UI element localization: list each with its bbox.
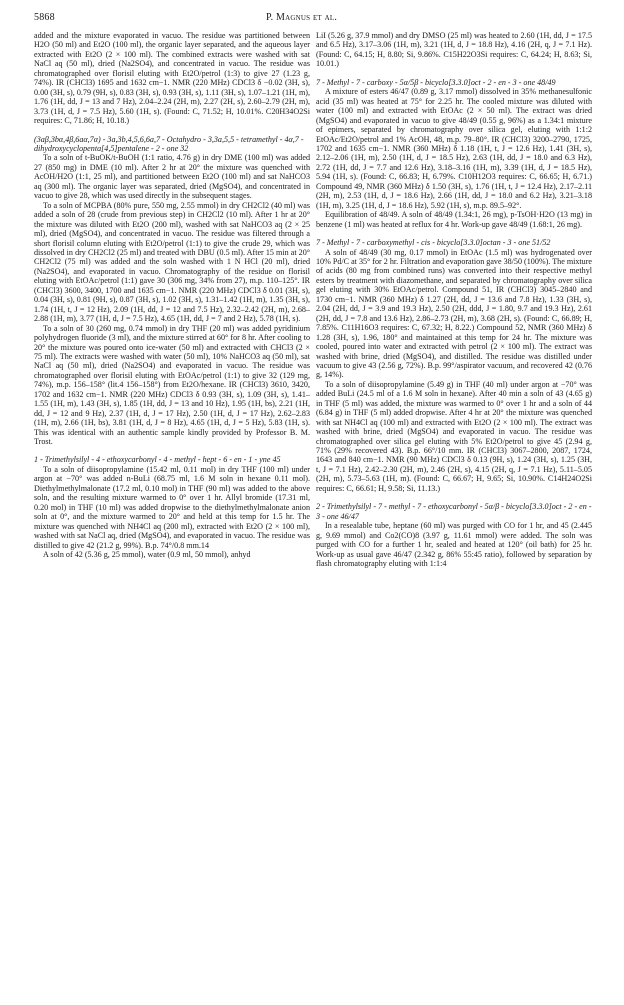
running-header (34, 12, 590, 26)
continued-paragraph: LiI (5.26 g, 37.9 mmol) and dry DMSO (25 ml) was heated to 2.60 (1H, dd, J = 17.5 and 6.5 Hz), 3.17–3.06 (1H, m), 3.21 (1H, d, J = 18.8 Hz), 4.16 (2H, q, J = 7.1 Hz). (Found: C, 64.15; H, 8.80; Si, 9.86%. C15H22O3Si requires: C, 64.24; H, 8.63; Si, 10.01.) (316, 31, 592, 69)
procedure-paragraph: A soln of 48/49 (30 mg, 0.17 mmol) in EtOAc (1.5 ml) was hydrogenated over 10% Pd/C at 35° for 2 hr. Filtration and evaporation gave 38/50 (100%). The mixture of acids (80 mg from combined runs) was converted into their respective methyl esters by treatment with diazomethane, and separated by chromatography over silica gel eluting with 30% EtOAc/petrol. Compound 51, IR (CHCl3) 3045–2840 and 1730 cm−1. NMR (360 MHz) δ 1.27 (2H, dd, J = 13.6 and 7.8 Hz), 1.33 (3H, s), 2.04 (2H, dd, J = 3.9 and 19.3 Hz), 2.50 (2H, ddd, J = 1.80, 9.7 and 19.3 Hz), 2.61 (2H, dd, J = 7.8 and 13.6 Hz), 2.86–2.73 (2H, m), 3.68 (2H, s). (Found: C, 66.89; H, 7.85%. C11H16O3 requires: C, 67.32; H, 8.22.) Compound 52, NMR (360 MHz) δ 1.28 (3H, s), 1.96, 180° and maintained at this temp for 24 hr. The mixture was cooled, poured into water and extracted with petrol (2 × 100 ml). The extract was washed with brine, dried (MgSO4), and distilled. The residue was distilled under vacuum to give 43 (2.56 g, 72%). B.p. 99°/aspirator vacuum, and recovered 42 (0.76 g, 14%). (316, 247, 592, 380)
procedure-paragraph: In a resealable tube, heptane (60 ml) was purged with CO for 1 hr, and 45 (2.445 g, 9.69 mmol) and Co2(CO)8 (3.97 g, 11.61 mmol) were added. The soln was purged with CO for a further 1 hr, sealed and heated at 120° (oil bath) for 25 hr. Work-up as usual gave 46/47 (2.342 g, 86% 55:45 ratio), followed by separation by flash chromatography eluting with 1:1:4 (316, 521, 592, 569)
section-gap (316, 229, 592, 238)
procedure-paragraph: To a soln of 30 (260 mg, 0.74 mmol) in dry THF (20 ml) was added pyridinium polyhydrogen fluoride (3 ml), and the mixture stirred at 60° for 8 hr. After cooling to 20° the mixture was poured onto ice-water (50 ml) and extracted with CHCl3 (2 × 75 ml). The extracts were washed with water (50 ml), 10% NaHCO3 aq (50 ml), sat NaCl aq (50 ml), dried (Na2SO4) and evaporated in vacuo. The residue was chromatographed over florisil eluting with EtOAc/petrol (1:1) to give 32 (129 mg, 74%), m.p. 156–158° (lit.4 156–158°) from Et2O/hexane. IR (CHCl3) 3610, 3420, 1702 and 1632 cm−1. NMR (220 MHz) CDCl3 δ 0.93 (3H, s), 1.09 (3H, s), 1.41–1.55 (1H, m), 1.43 (3H, s), 1.85 (1H, dd, J = 13 and 10 Hz), 1.95 (1H, bs), 2.21 (1H, dd, J = 12 and 9 Hz), 2.37 (1H, d, J = 17 Hz), 2.50 (1H, d, J = 17 Hz), 2.62–2.83 (1H, m), 2.66 (1H, bs), 3.81 (1H, d, J = 8 Hz), 4.65 (1H, d, J = 5 Hz), 5.83 (1H, s). This was identical with an authentic sample kindly provided by Professor B. M. Trost. (34, 323, 310, 447)
procedure-paragraph: To a soln of diisopropylamine (15.42 ml, 0.11 mol) in dry THF (100 ml) under argon at −70° was added n-BuLi (68.75 ml, 1.6 M soln in hexane 0.11 mol). Diethylmethylmalonate (17.2 ml, 0.10 mol) in THF (90 ml) was added to the above soln, and the resulting mixture warmed to 0° over 1 hr. Allyl bromide (17.31 ml, 0.20 mol) in THF (10 ml) was added dropwise to the diethylmethylmalonate anion soln at 0°, and the mixture warmed to 20° and held at this temp for 1.5 hr. The mixture was quenched with NH4Cl aq (200 ml), extracted with Et2O (2 × 100 ml), washed with sat NaCl aq, dried (MgSO4), and evaporated in vacuo. The residue was distilled to give 42 (21.2 g, 99%). B.p. 74°/0.8 mm.14 (34, 464, 310, 550)
section-gap (34, 446, 310, 455)
compound-heading: 2 - Trimethylsilyl - 7 - methyl - 7 - ethoxycarbonyl - 5α/β - bicyclo[3.3.0]oct - 2 - en - 3 - one 46/47 (316, 502, 592, 521)
page-number: 5868 (34, 12, 55, 23)
procedure-paragraph: Equilibration of 48/49. A soln of 48/49 (1.34:1, 26 mg), p-TsOH·H2O (13 mg) in benzene (1 ml) was heated at reflux for 4 hr. Work-up gave 48/49 (1.68:1, 26 mg). (316, 210, 592, 229)
section-gap (316, 69, 592, 78)
right-column (316, 31, 592, 993)
section-gap (34, 126, 310, 135)
running-authors: P. Magnus et al. (266, 12, 338, 23)
compound-heading: 7 - Methyl - 7 - carboxy - 5α/5β - bicyclo[3.3.0]oct - 2 - en - 3 - one 48/49 (316, 77, 556, 87)
procedure-paragraph: A mixture of esters 46/47 (0.89 g, 3.17 mmol) dissolved in 35% methanesulfonic acid (35 ml) was heated at 75° for 2.25 hr. The cooled mixture was diluted with water (100 ml) and extracted with EtOAc (2 × 50 ml). The extract was dried (MgSO4) and evaporated in vacuo to give 48/49 (0.55 g, 96%) as a 1.34:1 mixture of epimers, separated by chromatography over silica gel, eluting with 1:1:2 EtOAc/Et2O/petrol and 1% AcOH, 48, m.p. 79–80°. IR (CHCl3) 3200–2790, 1725, 1702 and 1635 cm−1. NMR (360 MHz) δ 1.18 (1H, t, J = 12.6 Hz), 1.41 (3H, s), 2.12–2.06 (1H, m), 2.50 (1H, d, J = 18.5 Hz), 2.63 (1H, dd, J = 18.0 and 6.3 Hz), 2.72 (1H, dd, J = 7.7 and 12.6 Hz), 3.18–3.16 (1H, m), 3.39 (1H, d, J = 18.5 Hz), 5.94 (1H, s). (Found: C, 66.83; H, 6.79%. C10H12O3 requires: C, 66.65; H, 6.71.) Compound 49, NMR (360 MHz) δ 1.50 (3H, s), 1.76 (1H, t, J = 12.4 Hz), 2.17–2.11 (2H, m), 2.53 (1H, d, J = 18.6 Hz), 2.66 (1H, dd, J = 18.0 and 6.2 Hz), 3.21–3.18 (1H, m), 3.25 (1H, d, J = 18.6 Hz), 5.92 (1H, s), m.p. 89.5–92°. (316, 87, 592, 210)
continued-paragraph: added and the mixture evaporated in vacuo. The residue was partitioned between H2O (50 ml) and Et2O (100 ml), the organic layer separated, and the aqueous layer extracted with Et2O (2 × 100 ml). The combined extracts were washed with sat NaCl aq (50 ml), dried (Na2SO4), and concentrated in vacuo. The residue was chromatographed over florisil eluting with Et2O/petrol (1:3) to give 27 (1.23 g, 74%). IR (CHCl3) 1695 and 1632 cm−1. NMR (220 MHz) CDCl3 δ −0.02 (3H, s), 0.00 (3H, s), 0.79 (9H, s), 0.83 (3H, s), 0.93 (3H, s), 1.11 (3H, s), 1.07–1.21 (1H, m), 1.76 (1H, dd, J = 13 and 7 Hz), 2.04–2.24 (2H, m), 2.27 (2H, s), 2.60–2.79 (2H, m), 3.73 (1H, d, J = 7.5 Hz), 5.60 (1H, s). (Found: C, 71.52; H, 10.01%. C20H34O2Si requires: C, 71.86; H, 10.18.) (34, 31, 310, 126)
procedure-paragraph: A soln of 42 (5.36 g, 25 mmol), water (0.9 ml, 50 mmol), anhyd (43, 550, 251, 560)
procedure-paragraph: To a soln of MCPBA (80% pure, 550 mg, 2.55 mmol) in dry CH2Cl2 (40 ml) was added a soln of 28 (crude from previous step) in CH2Cl2 (10 ml). After 1 hr at 20° the mixture was diluted with Et2O (200 ml), washed with sat NaHCO3 aq (2 × 25 ml), dried (MgSO4), and concentrated in vacuo. The residue was filtered through a short florisil column eluting with Et2O/petrol (1:1) to give the crude 29, which was dissolved in dry CH2Cl2 (25 ml) and treated with DBU (0.5 ml). After 15 min at 20° CH2Cl2 (75 ml) was added and the soln washed with 1 N HCl (20 ml), dried (Na2SO4), and evaporated in vacuo. Chromatography of the residue on florisil eluting with EtOAc/petrol (1:1) gave 30 (306 mg, 34% from 27), m.p. 110–125°. IR (CHCl3) 3600, 3400, 1700 and 1635 cm−1. NMR (220 MHz) CDCl3 δ 0.01 (3H, s), 0.04 (3H, s), 0.81 (9H, s), 0.87 (3H, s), 1.02 (3H, s), 1.31–1.42 (1H, m), 1.35 (3H, s), 1.74 (1H, t, J = 12 Hz), 2.09 (1H, dd, J = 12 and 7.5 Hz), 2.32–2.42 (2H, m), 2.68–2.88 (1H, m), 3.77 (1H, d, J = 7.5 Hz), 4.65 (1H, dd, J = 7 and 2 Hz), 5.78 (1H, s). (34, 200, 310, 324)
procedure-paragraph: To a soln of t-BuOK/t-BuOH (1:1 ratio, 4.76 g) in dry DME (100 ml) was added 27 (850 mg) in DME (10 ml). After 2 hr at 20° the mixture was quenched with AcOH/H2O (1:1, 25 ml), and partitioned between Et2O (100 ml) and sat NaHCO3 aq (300 ml). The organic layer was separated, dried (MgSO4), and concentrated in vacuo to give 28, which was used directly in the subsequent stages. (34, 153, 310, 201)
compound-heading: 7 - Methyl - 7 - carboxymethyl - cis - bicyclo[3.3.0]octan - 3 - one 51/52 (316, 238, 551, 248)
compound-heading: (3aβ,3bα,4β,6aα,7α) - 3a,3b,4,5,6,6a,7 - Octahydro - 3,3a,5,5 - tetramethyl - 4α,7 - dihydroxycyclopenta[4,5]pentalene - 2 - one 32 (34, 134, 304, 153)
procedure-paragraph: To a soln of diisopropylamine (5.49 g) in THF (40 ml) under argon at −70° was added BuLi (24.5 ml of a 1.6 M soln in hexane). After 40 min a soln of 43 (4.65 g) in THF (5 ml) was added, the mixture was warmed to 0° over 1 hr and a soln of 44 (6.84 g) in THF (5 ml) added dropwise. After 4 hr at 20° the mixture was quenched with sat NH4Cl aq (100 ml) and extracted with Et2O (2 × 100 ml). The extract was washed with brine, dried (MgSO4) and evaporated in vacuo. The residue was chromatographed over silica gel eluting with 5% Et2O/petrol to give 45 (2.94 g, 71% (29% recovered 43). B.p. 66°/10 mm. IR (CHCl3) 3067–2800, 2087, 1724, 1643 and 840 cm−1. NMR (90 MHz) CDCl3 δ 0.13 (9H, s), 1.24 (3H, s), 1.25 (3H, t, J = 7.1 Hz), 2.42–2.30 (2H, m), 2.46 (2H, s), 4.15 (2H, q, J = 7.1 Hz), 5.11–5.05 (2H, m), 5.73–5.63 (1H, m). (Found: C, 66.67; H, 9.65; Si, 10.90%. C14H24O2Si requires: C, 66.61; H, 9.58; Si, 11.13.) (316, 379, 592, 493)
compound-heading: 1 - Trimethylsilyl - 4 - ethoxycarbonyl - 4 - methyl - hept - 6 - en - 1 - yne 45 (34, 455, 281, 465)
section-gap (316, 493, 592, 502)
left-column (34, 31, 310, 993)
